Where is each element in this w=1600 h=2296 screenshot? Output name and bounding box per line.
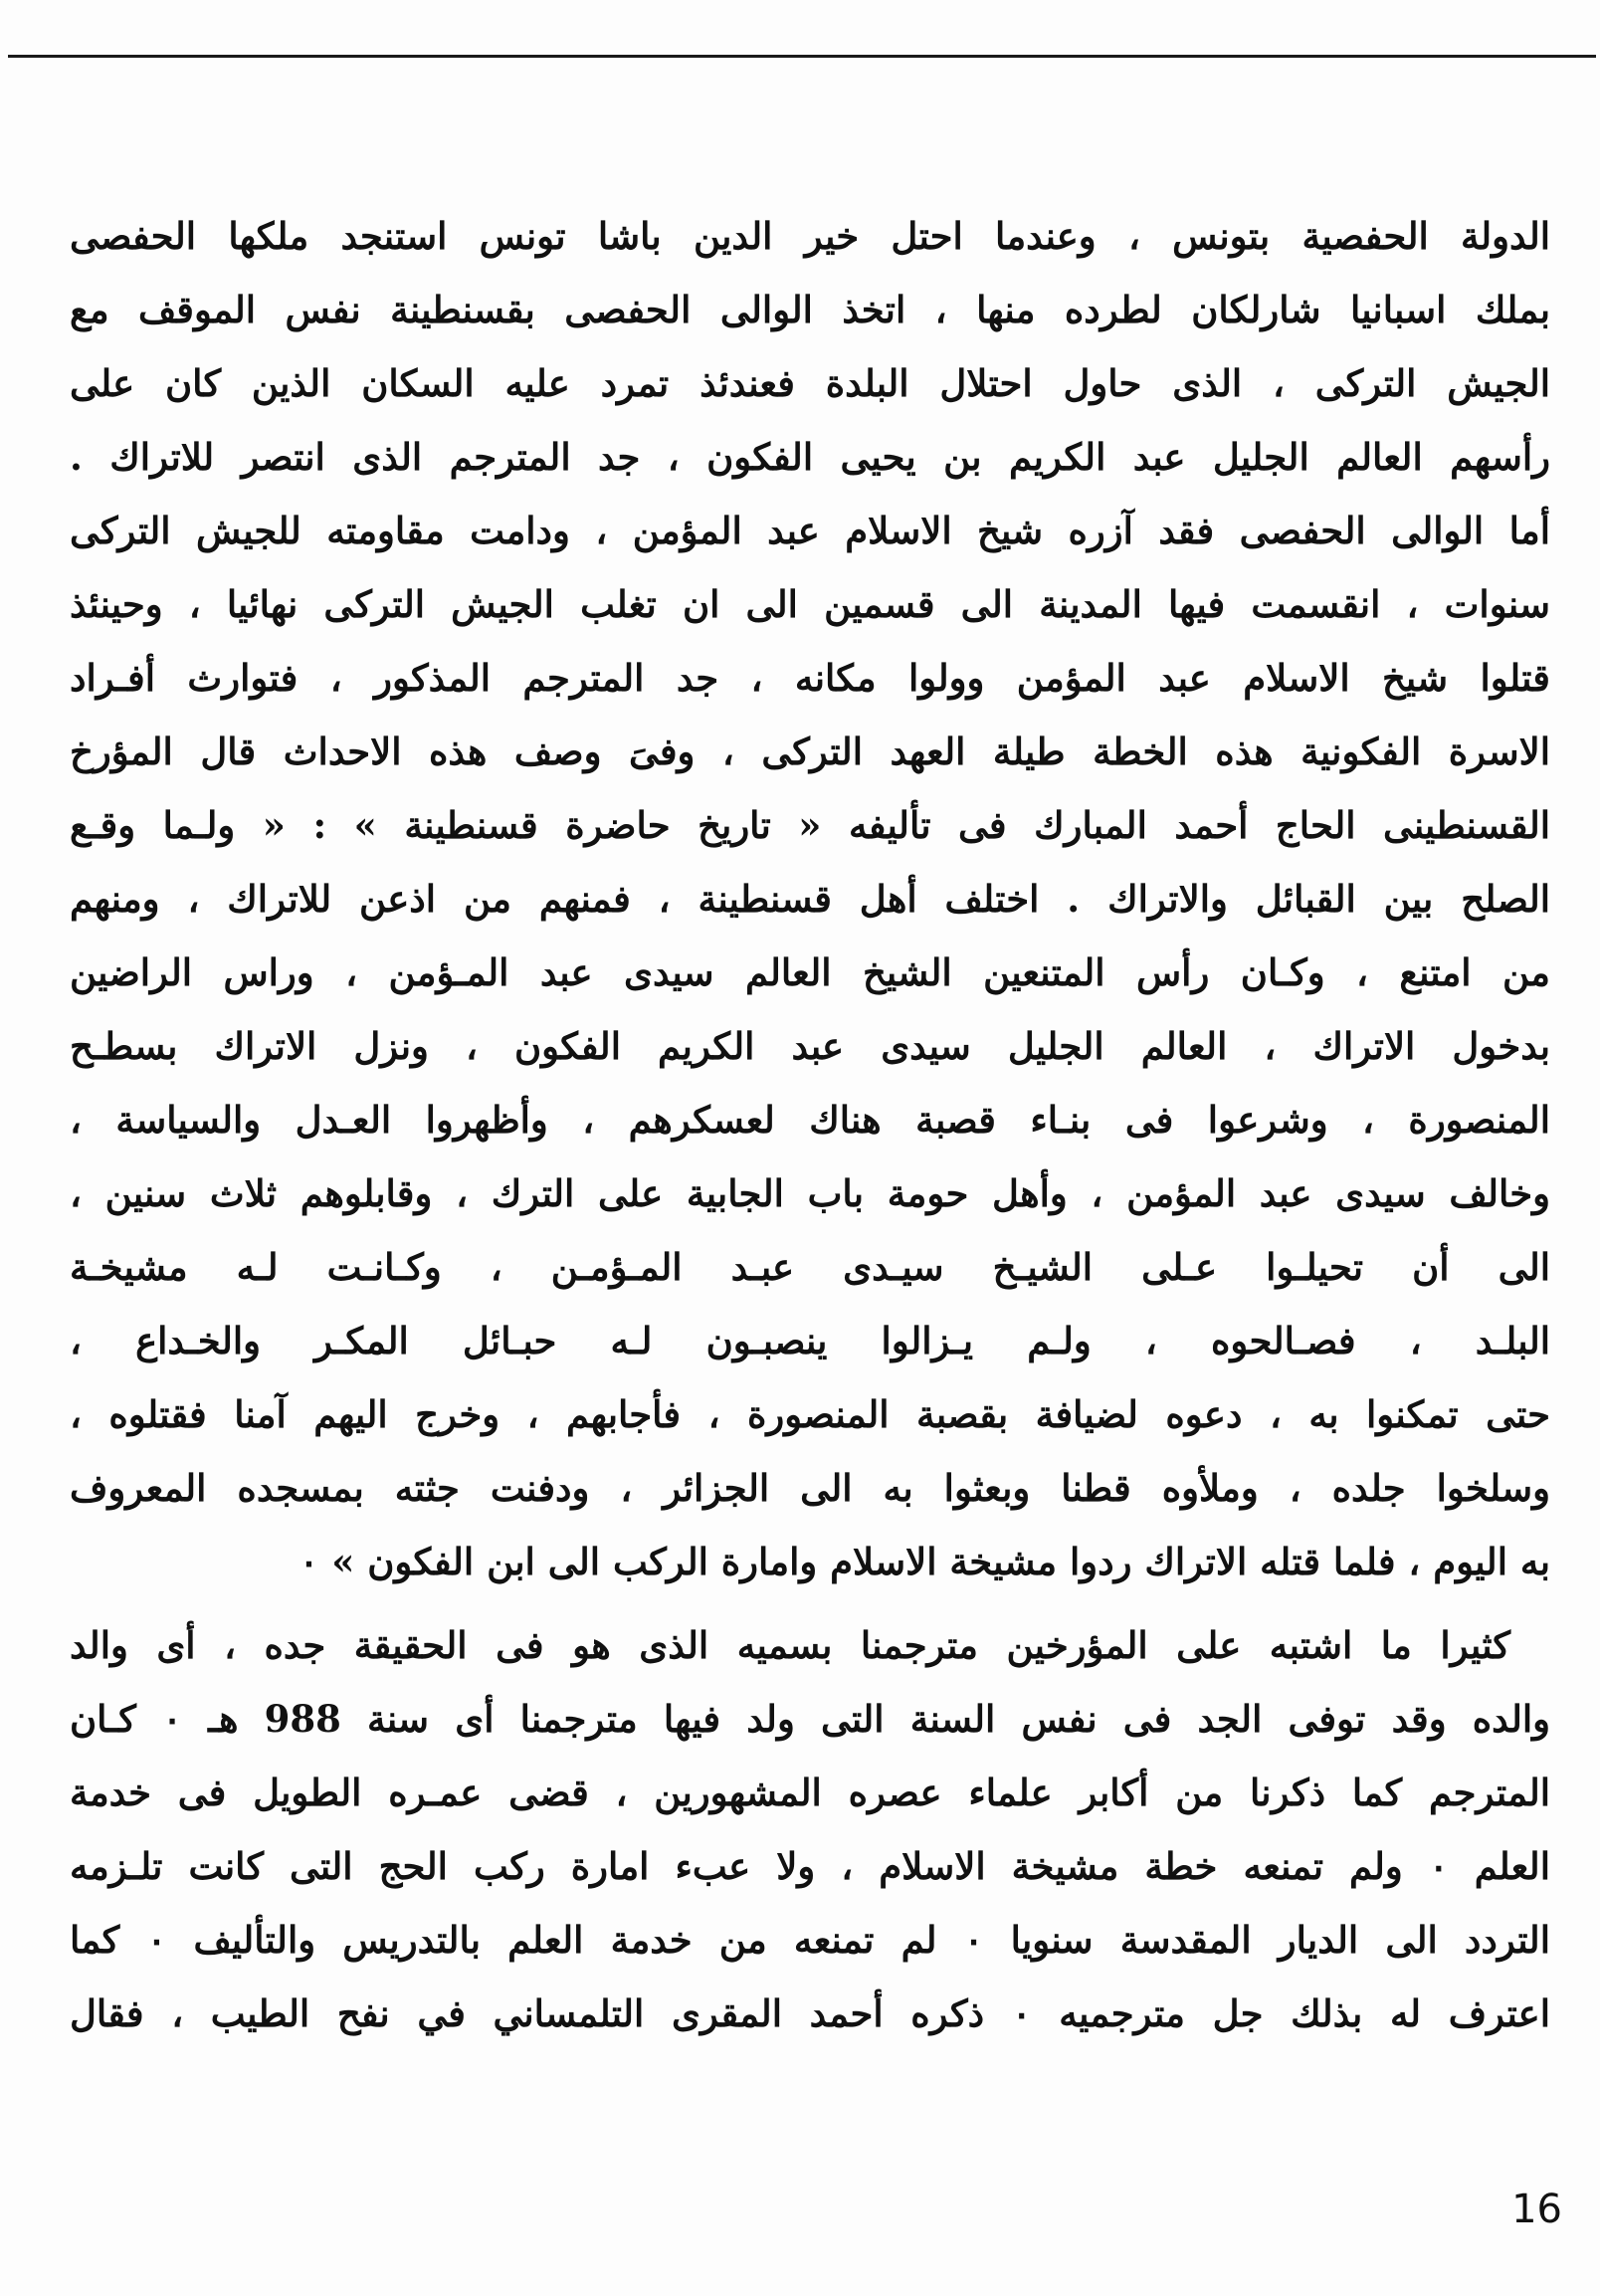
body-text bbox=[70, 199, 1550, 2050]
text-line: حتى تمكنوا به ، دعوه لضيافة بقصبة المنصورة ، فأجابهم ، وخرج اليهم آمنا فقتلوه ، bbox=[70, 1392, 1550, 1436]
text-line: رأسهم العالم الجليل عبد الكريم بن يحيى الفكون ، جد المترجم الذى انتصر للاتراك . bbox=[70, 435, 1550, 479]
text-line: الصلح بين القبائل والاتراك . اختلف أهل قسنطينة ، فمنهم من اذعن للاتراك ، ومنهم bbox=[70, 877, 1550, 921]
text-line: التردد الى الديار المقدسة سنويا ٠ لم تمنعه من خدمة العلم بالتدريس والتأليف ٠ كما bbox=[70, 1918, 1550, 1962]
text-line: بملك اسبانيا شارلكان لطرده منها ، اتخذ الوالى الحفصى بقسنطينة نفس الموقف مع bbox=[70, 288, 1550, 331]
text-line: أما الوالى الحفصى فقد آزره شيخ الاسلام عبد المؤمن ، ودامت مقاومته للجيش التركى bbox=[70, 509, 1550, 552]
text-line: المنصورة ، وشرعوا فى بنـاء قصبة هناك لعسكرهم ، وأظهروا العـدل والسياسة ، bbox=[70, 1098, 1550, 1142]
text-line: به اليوم ، فلما قتله الاتراك ردوا مشيخة الاسلام وامارة الركب الى ابن الفكون » ٠ bbox=[299, 1540, 1550, 1583]
text-line: العلم ٠ ولم تمنعه خطة مشيخة الاسلام ، ولا عبء امارة ركب الحج التى كانت تلـزمه bbox=[70, 1844, 1550, 1888]
page-number: 16 bbox=[1511, 2187, 1562, 2232]
text-line: والده وقد توفى الجد فى نفس السنة التى ولد فيها مترجمنا أى سنة 988 هـ ٠ كـان bbox=[70, 1697, 1550, 1741]
text-line: المترجم كما ذكرنا من أكابر علماء عصره المشهورين ، قضى عمـره الطويل فى خدمة bbox=[70, 1771, 1550, 1814]
text-line: كثيرا ما اشتبه على المؤرخين مترجمنا بسميه الذى هو فى الحقيقة جده ، أى والد bbox=[70, 1623, 1510, 1667]
text-line: الجيش التركى ، الذى حاول احتلال البلدة فعندئذ تمرد عليه السكان الذين كان على bbox=[70, 361, 1550, 405]
text-line: وسلخوا جلده ، وملأوه قطنا وبعثوا به الى الجزائر ، ودفنت جثته بمسجده المعروف bbox=[70, 1466, 1550, 1510]
text-line: البلـد ، فصـالحوه ، ولـم يـزالوا ينصبـون لـه حبـائل المكـر والخـداع ، bbox=[70, 1319, 1550, 1362]
paragraph-2 bbox=[70, 1608, 1550, 2050]
text-line: الدولة الحفصية بتونس ، وعندما احتل خير الدين باشا تونس استنجد ملكها الحفصى bbox=[70, 214, 1550, 258]
text-line: القسنطينى الحاج أحمد المبارك فى تأليفه « تاريخ حاضرة قسنطينة » : « ولـما وقـع bbox=[70, 803, 1550, 847]
text-line: سنوات ، انقسمت فيها المدينة الى قسمين الى ان تغلب الجيش التركى نهائيا ، وحينئذ bbox=[70, 582, 1550, 626]
text-line: اعترف له بذلك جل مترجميه ٠ ذكره أحمد المقرى التلمساني في نفح الطيب ، فقال bbox=[70, 1991, 1550, 2035]
text-line: بدخول الاتراك ، العالم الجليل سيدى عبد الكريم الفكون ، ونزل الاتراك بسطـح bbox=[70, 1024, 1550, 1068]
text-line: وخالف سيدى عبد المؤمن ، وأهل حومة باب الجابية على الترك ، وقابلوهم ثلاث سنين ، bbox=[70, 1171, 1550, 1215]
text-line: الاسرة الفكونية هذه الخطة طيلة العهد التركى ، وفىَ وصف هذه الاحداث قال المؤرخ bbox=[70, 730, 1550, 773]
header-rule bbox=[8, 55, 1596, 58]
paragraph-spacer bbox=[70, 1598, 1550, 1608]
text-line: الى أن تحيلـوا عـلى الشيـخ سيـدى عبـد المـؤمـن ، وكـانـت لـه مشيخـة bbox=[70, 1245, 1550, 1289]
paragraph-1 bbox=[70, 199, 1550, 1598]
text-line: من امتنع ، وكـان رأس المتنعين الشيخ العالم سيدى عبد المـؤمن ، وراس الراضين bbox=[70, 950, 1550, 994]
text-line: قتلوا شيخ الاسلام عبد المؤمن وولوا مكانه ، جد المترجم المذكور ، فتوارث أفـراد bbox=[70, 656, 1550, 700]
